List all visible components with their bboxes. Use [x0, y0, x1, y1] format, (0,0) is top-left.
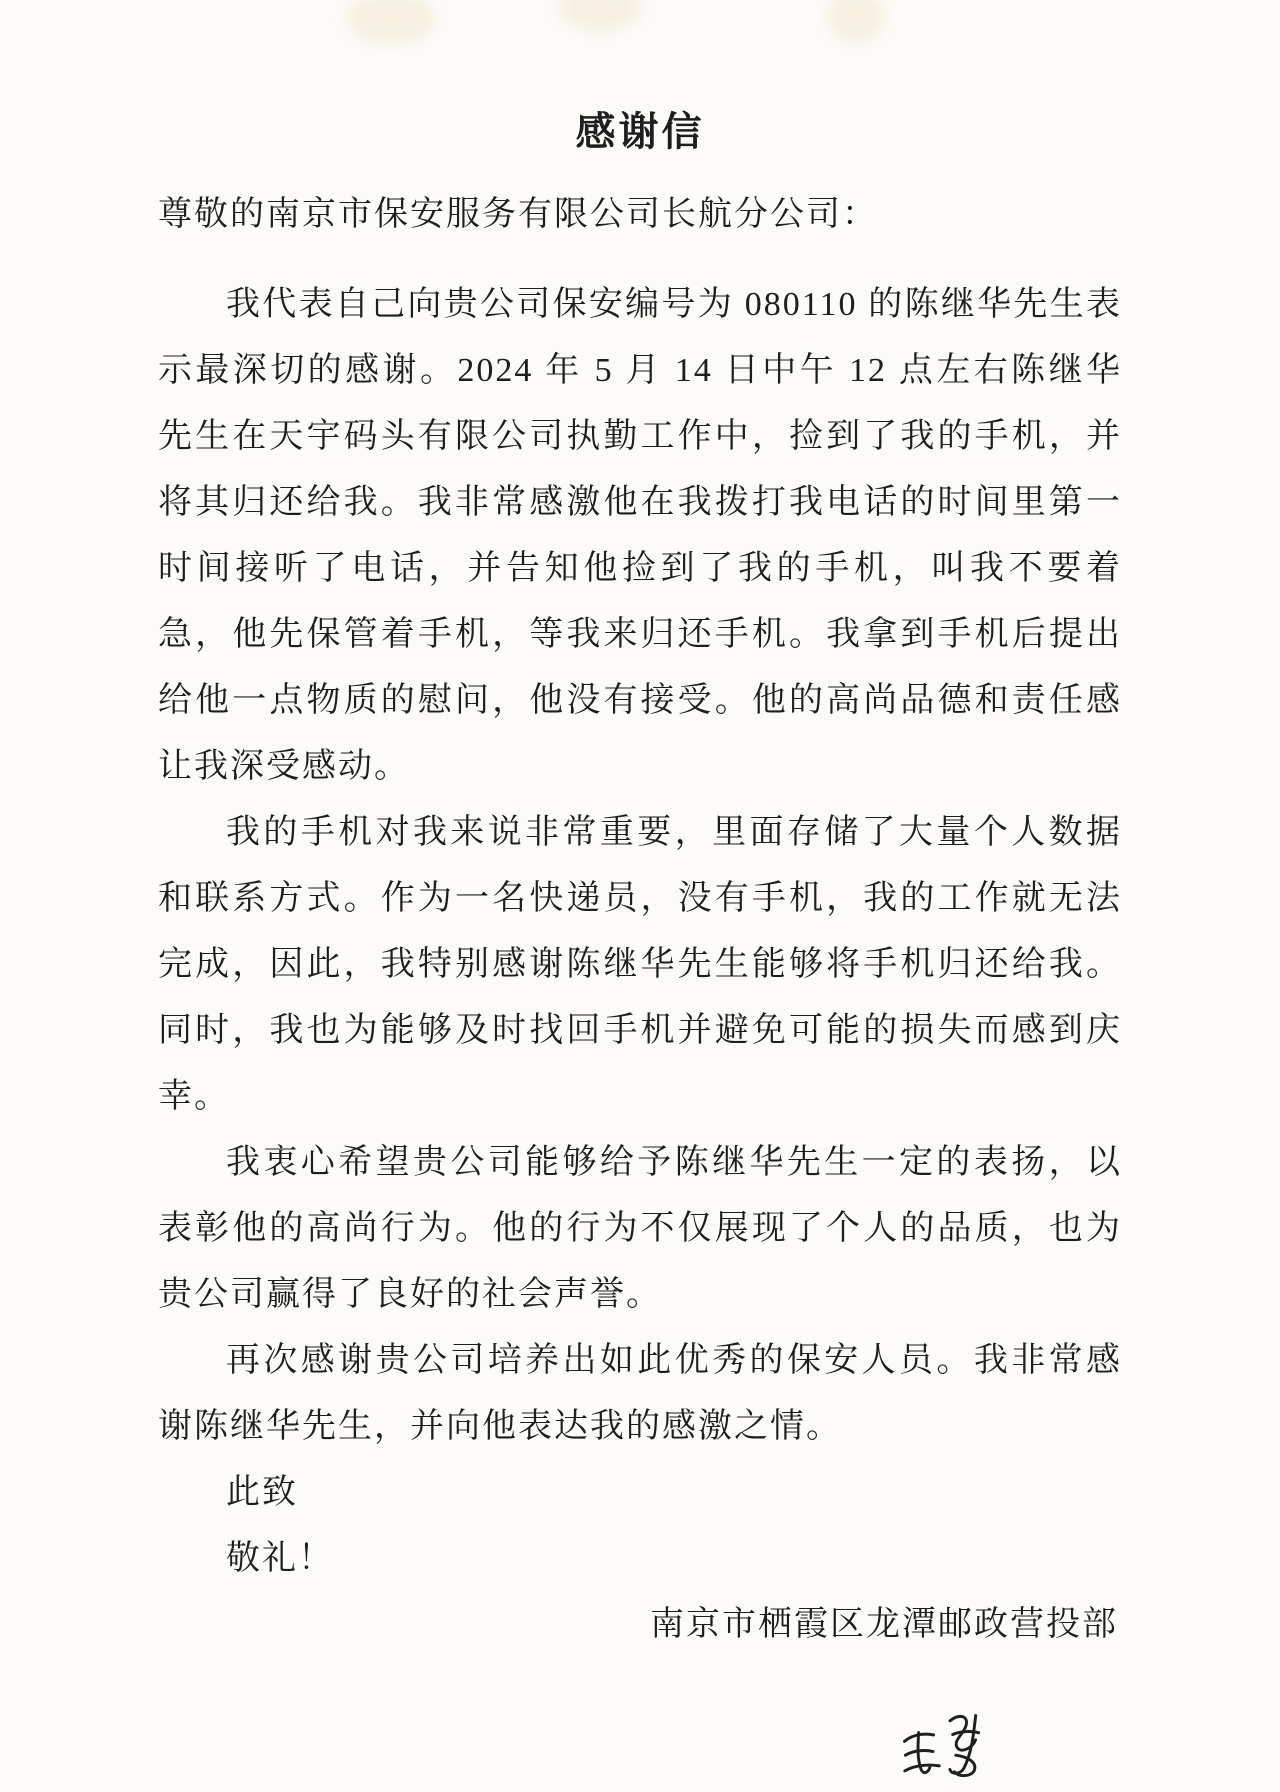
letter-title: 感谢信: [575, 109, 705, 154]
sender-organization: 南京市栖霞区龙潭邮政营投部: [650, 1606, 1118, 1643]
scan-artifact: [828, 0, 884, 42]
paragraph-4: 再次感谢贵公司培养出如此优秀的保安人员。我非常感谢陈继华先生，并向他表达我的感激之情。: [158, 1342, 1122, 1445]
handwritten-signature-icon: [895, 1700, 1005, 1791]
salutation: 尊敬的南京市保安服务有限公司长航分公司：: [158, 196, 878, 233]
scan-artifact: [348, 0, 434, 44]
paragraph-2: 我的手机对我来说非常重要，里面存储了大量个人数据和联系方式。作为一名快递员，没有手机，我的工作就无法完成，因此，我特别感谢陈继华先生能够将手机归还给我。同时，我也为能够及时找回手机并避免可能的损失而感到庆幸。: [158, 814, 1122, 1115]
scan-artifact: [558, 0, 642, 30]
handwritten-signature-block: [158, 1704, 1122, 1788]
closing-cizhi: 此致: [226, 1474, 298, 1511]
paragraph-1: 我代表自己向贵公司保安编号为 080110 的陈继华先生表示最深切的感谢。2024 年 5 月 14 日中午 12 点左右陈继华先生在天宇码头有限公司执勤工作中，捡到了我的手机，并将其归还给我。我非常感激他在我拨打我电话的时间里第一时间接听了电话，并告知他捡到了我的手机，叫我不要着急，他先保管着手机，等我来归还手机。我拿到手机后提出给他一点物质的慰问，他没有接受。他的高尚品德和责任感让我深受感动。: [158, 286, 1122, 785]
closing-jingli: 敬礼！: [226, 1540, 334, 1577]
letter-body: [158, 182, 1122, 1658]
paragraph-3: 我衷心希望贵公司能够给予陈继华先生一定的表扬，以表彰他的高尚行为。他的行为不仅展现了个人的品质，也为贵公司赢得了良好的社会声誉。: [158, 1144, 1122, 1313]
